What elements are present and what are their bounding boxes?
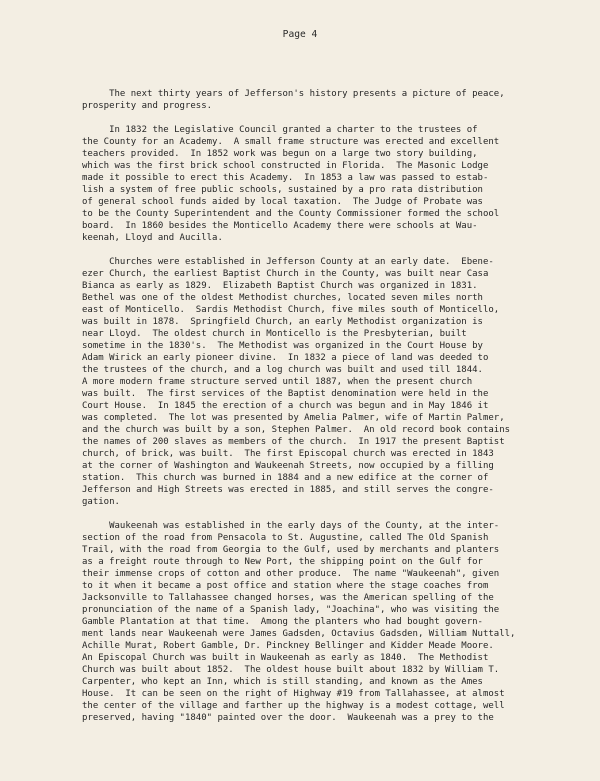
text-line: Trail, with the road from Georgia to the Gulf, used by merchants and planters [82, 545, 500, 555]
text-line: as a freight route through to New Port, the shipping point on the Gulf for [82, 557, 483, 567]
text-line: Church was built about 1852. The oldest house built about 1832 by William T. [82, 665, 500, 675]
text-line: Waukeenah was established in the early days of the County, at the inter- [82, 521, 500, 531]
text-line: was completed. The lot was presented by Amelia Palmer, wife of Martin Palmer, [82, 413, 505, 423]
paragraph [82, 520, 582, 724]
text-line: prosperity and progress. [82, 101, 213, 111]
paragraph [82, 88, 582, 112]
text-line: Jefferson and High Streets was erected in 1885, and still serves the congre- [82, 485, 494, 495]
text-line: keenah, Lloyd and Aucilla. [82, 233, 223, 243]
text-line: Jacksonville to Tallahassee changed horses, was the American spelling of the [82, 593, 494, 603]
text-line: was built in 1878. Springfield Church, an early Methodist organization is [82, 317, 483, 327]
text-line: east of Monticello. Sardis Methodist Church, five miles south of Monticello, [82, 305, 500, 315]
text-line: The next thirty years of Jefferson's history presents a picture of peace, [82, 89, 505, 99]
paragraph-gap [82, 112, 582, 124]
text-line: at the corner of Washington and Waukeenah Streets, now occupied by a filling [82, 461, 494, 471]
paragraph [82, 256, 582, 508]
page-number: Page 4 [282, 29, 318, 40]
text-line: Bianca as early as 1829. Elizabeth Baptist Church was organized in 1831. [82, 281, 478, 291]
text-line: Churches were established in Jefferson County at an early date. Ebene- [82, 257, 494, 267]
text-line: lish a system of free public schools, sustained by a pro rata distribution [82, 185, 483, 195]
text-line: preserved, having "1840" painted over the door. Waukeenah was a prey to the [82, 713, 494, 723]
text-line: of general school funds aided by local taxation. The Judge of Probate was [82, 197, 483, 207]
text-line: board. In 1860 besides the Monticello Academy there were schools at Wau- [82, 221, 478, 231]
text-line: teachers provided. In 1852 work was begun on a large two story building, [82, 149, 478, 159]
text-line: church, of brick, was built. The first Episcopal church was erected in 1843 [82, 449, 494, 459]
document-body [82, 88, 582, 724]
paragraph [82, 124, 582, 244]
text-line: Bethel was one of the oldest Methodist churches, located seven miles north [82, 293, 483, 303]
text-line: station. This church was burned in 1884 and a new edifice at the corner of [82, 473, 489, 483]
text-line: the names of 200 slaves as members of the church. In 1917 the present Baptist [82, 437, 505, 447]
text-line: the trustees of the church, and a log church was built and used till 1844. [82, 365, 483, 375]
text-line: gation. [82, 497, 120, 507]
text-line: sometime in the 1830's. The Methodist was organized in the Court House by [82, 341, 483, 351]
text-line: Court House. In 1845 the erection of a church was begun and in May 1846 it [82, 401, 489, 411]
text-line: and the church was built by a son, Stephen Palmer. An old record book contains [82, 425, 511, 435]
text-line: pronunciation of the name of a Spanish lady, "Joachina", who was visiting the [82, 605, 500, 615]
text-line: An Episcopal Church was built in Waukeenah as early as 1840. The Methodist [82, 653, 489, 663]
text-line: the County for an Academy. A small frame structure was erected and excellent [82, 137, 500, 147]
text-line: ezer Church, the earliest Baptist Church in the County, was built near Casa [82, 269, 489, 279]
text-line: Adam Wirick an early pioneer divine. In 1832 a piece of land was deeded to [82, 353, 489, 363]
text-line: which was the first brick school constructed in Florida. The Masonic Lodge [82, 161, 489, 171]
text-line: Carpenter, who kept an Inn, which is still standing, and known as the Ames [82, 677, 483, 687]
text-line: to it when it became a post office and station where the stage coaches from [82, 581, 489, 591]
text-line: near Lloyd. The oldest church in Monticello is the Presbyterian, built [82, 329, 467, 339]
text-line: to be the County Superintendent and the County Commissioner formed the school [82, 209, 500, 219]
text-line: ment lands near Waukeenah were James Gadsden, Octavius Gadsden, William Nuttall, [82, 629, 516, 639]
text-line: section of the road from Pensacola to St. Augustine, called The Old Spanish [82, 533, 489, 543]
text-line: made it possible to erect this Academy. In 1853 a law was passed to estab- [82, 173, 489, 183]
text-line: A more modern frame structure served until 1887, when the present church [82, 377, 473, 387]
text-line: their immense crops of cotton and other produce. The name "Waukeenah", given [82, 569, 500, 579]
text-line: Achille Murat, Robert Gamble, Dr. Pinckney Bellinger and Kidder Meade Moore. [82, 641, 494, 651]
text-line: was built. The first services of the Baptist denomination were held in the [82, 389, 489, 399]
text-line: Gamble Plantation at that time. Among the planters who had bought govern- [82, 617, 483, 627]
text-line: In 1832 the Legislative Council granted a charter to the trustees of [82, 125, 478, 135]
paragraph-gap [82, 244, 582, 256]
paragraph-gap [82, 508, 582, 520]
text-line: the center of the village and farther up the highway is a modest cottage, well [82, 701, 505, 711]
text-line: House. It can be seen on the right of Highway #19 from Tallahassee, at almost [82, 689, 505, 699]
